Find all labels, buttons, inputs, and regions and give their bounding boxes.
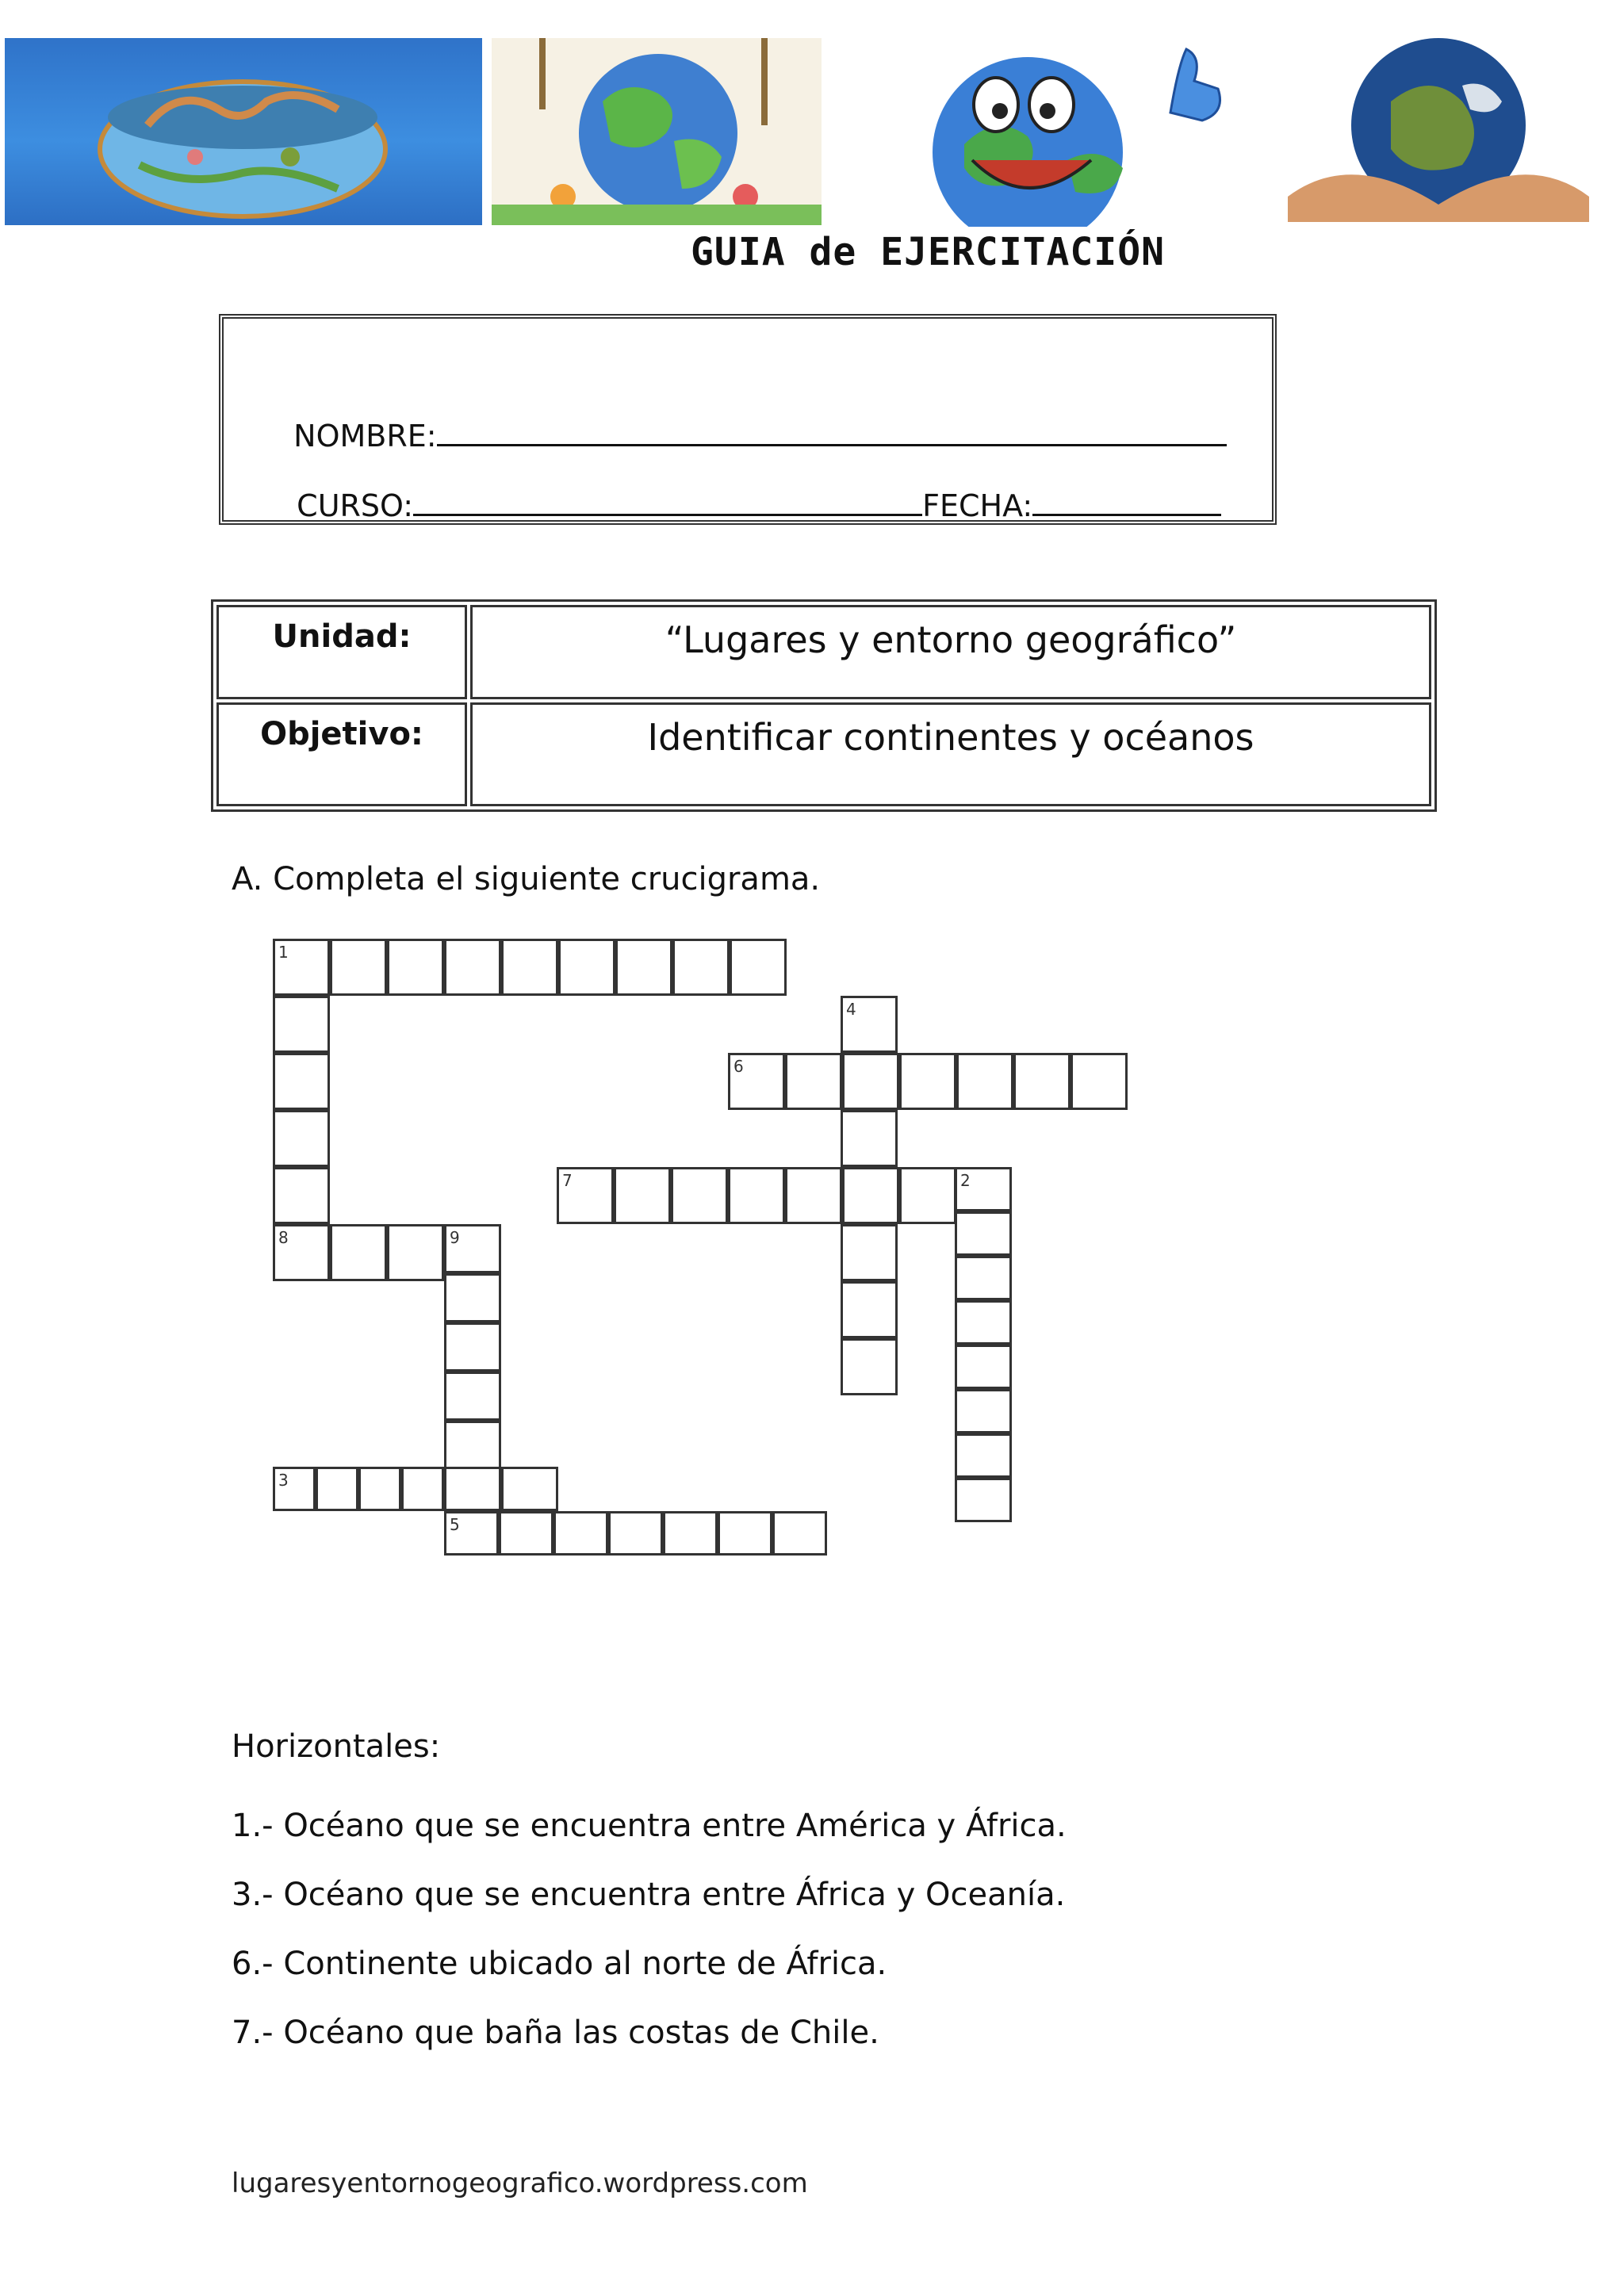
crossword-cell[interactable]: [955, 1167, 1012, 1211]
crossword-cell[interactable]: [955, 1389, 1012, 1433]
crossword-cell[interactable]: [672, 939, 730, 996]
crossword-clue-number: 5: [450, 1515, 460, 1534]
crossword-cell[interactable]: [557, 1167, 614, 1224]
crossword-clue-number: 1: [278, 943, 289, 962]
crossword-cell[interactable]: [955, 1433, 1012, 1478]
exercise-instruction: A. Completa el siguiente crucigrama.: [232, 861, 821, 897]
crossword-cell[interactable]: [841, 1338, 898, 1395]
crossword-clue-number: 7: [562, 1171, 573, 1190]
crossword-cell[interactable]: [841, 1224, 898, 1281]
crossword-cell[interactable]: [899, 1053, 956, 1110]
crossword-cell[interactable]: [955, 1256, 1012, 1300]
clue-item: 3.- Océano que se encuentra entre África y Oceanía.: [232, 1877, 1066, 1913]
crossword-cell[interactable]: [273, 1167, 330, 1224]
crossword-cell[interactable]: [444, 1421, 501, 1470]
crossword-cell[interactable]: [730, 939, 787, 996]
crossword-cell[interactable]: [358, 1467, 401, 1511]
crossword-cell[interactable]: [671, 1167, 728, 1224]
crossword-cell[interactable]: [444, 1322, 501, 1372]
crossword-cell[interactable]: [444, 1467, 501, 1511]
crossword-cell[interactable]: [955, 1211, 1012, 1256]
crossword-cell[interactable]: [615, 939, 672, 996]
crossword-clue-number: 9: [450, 1228, 460, 1247]
clue-item: 6.- Continente ubicado al norte de África.: [232, 1946, 887, 1982]
date-label: FECHA:: [922, 488, 1033, 523]
crossword-cell[interactable]: [444, 939, 501, 996]
crossword-cell[interactable]: [841, 1110, 898, 1167]
crossword-cell[interactable]: [614, 1167, 671, 1224]
crossword-cell[interactable]: [841, 996, 898, 1053]
crossword-cell[interactable]: [728, 1167, 785, 1224]
crossword-cell[interactable]: [1013, 1053, 1071, 1110]
crossword-cell[interactable]: [718, 1511, 772, 1556]
crossword-cell[interactable]: [273, 1467, 316, 1511]
crossword-cell[interactable]: [772, 1511, 827, 1556]
crossword-cell[interactable]: [273, 1110, 330, 1167]
unit-value: “Lugares y entorno geográfico”: [470, 605, 1431, 699]
crossword-cell[interactable]: [955, 1300, 1012, 1345]
course-label: CURSO:: [297, 488, 414, 523]
crossword-cell[interactable]: [841, 1281, 898, 1338]
crossword-cell[interactable]: [608, 1511, 663, 1556]
crossword-cell[interactable]: [273, 939, 330, 996]
crossword-cell[interactable]: [444, 1273, 501, 1322]
crossword-clue-number: 8: [278, 1228, 289, 1247]
name-label: NOMBRE:: [293, 419, 437, 453]
crossword-cell[interactable]: [444, 1372, 501, 1421]
crossword-cell[interactable]: [955, 1345, 1012, 1389]
crossword-clue-number: 3: [278, 1471, 289, 1490]
footer-url: lugaresyentornogeografico.wordpress.com: [232, 2168, 808, 2199]
crossword-cell[interactable]: [956, 1053, 1013, 1110]
crossword-cell[interactable]: [316, 1467, 358, 1511]
crossword-cell[interactable]: [558, 939, 615, 996]
objective-value: Identificar continentes y océanos: [470, 702, 1431, 806]
unit-label: Unidad:: [216, 605, 467, 699]
crossword-cell[interactable]: [842, 1167, 899, 1224]
crossword-cell[interactable]: [330, 1224, 387, 1281]
document-title: GUIA de EJERCITACIÓN: [691, 230, 1165, 274]
crossword-cell[interactable]: [785, 1053, 842, 1110]
crossword-cell[interactable]: [899, 1167, 956, 1224]
crossword-cell[interactable]: [330, 939, 387, 996]
crossword-cell[interactable]: [728, 1053, 785, 1110]
clue-item: 1.- Océano que se encuentra entre América y África.: [232, 1808, 1067, 1844]
crossword-clue-number: 6: [733, 1057, 744, 1076]
crossword-cell[interactable]: [501, 939, 558, 996]
crossword-cell[interactable]: [387, 939, 444, 996]
objective-label: Objetivo:: [216, 702, 467, 806]
crossword-cell[interactable]: [444, 1224, 501, 1273]
crossword-cell[interactable]: [553, 1511, 608, 1556]
crossword-cell[interactable]: [273, 1053, 330, 1110]
crossword-cell[interactable]: [401, 1467, 444, 1511]
crossword-cell[interactable]: [273, 996, 330, 1053]
crossword-cell[interactable]: [955, 1478, 1012, 1522]
crossword-cell[interactable]: [273, 1224, 330, 1281]
crossword-cell[interactable]: [499, 1511, 553, 1556]
crossword-clue-number: 4: [846, 1000, 856, 1019]
crossword-cell[interactable]: [444, 1511, 499, 1556]
crossword-cell[interactable]: [1071, 1053, 1128, 1110]
crossword-cell[interactable]: [387, 1224, 444, 1281]
clues-heading: Horizontales:: [232, 1728, 441, 1765]
crossword-clue-number: 2: [960, 1171, 971, 1190]
crossword-cell[interactable]: [785, 1167, 842, 1224]
crossword-cell[interactable]: [501, 1467, 558, 1511]
crossword-cell[interactable]: [663, 1511, 718, 1556]
crossword-cell[interactable]: [842, 1053, 899, 1110]
clue-item: 7.- Océano que baña las costas de Chile.: [232, 2015, 879, 2051]
